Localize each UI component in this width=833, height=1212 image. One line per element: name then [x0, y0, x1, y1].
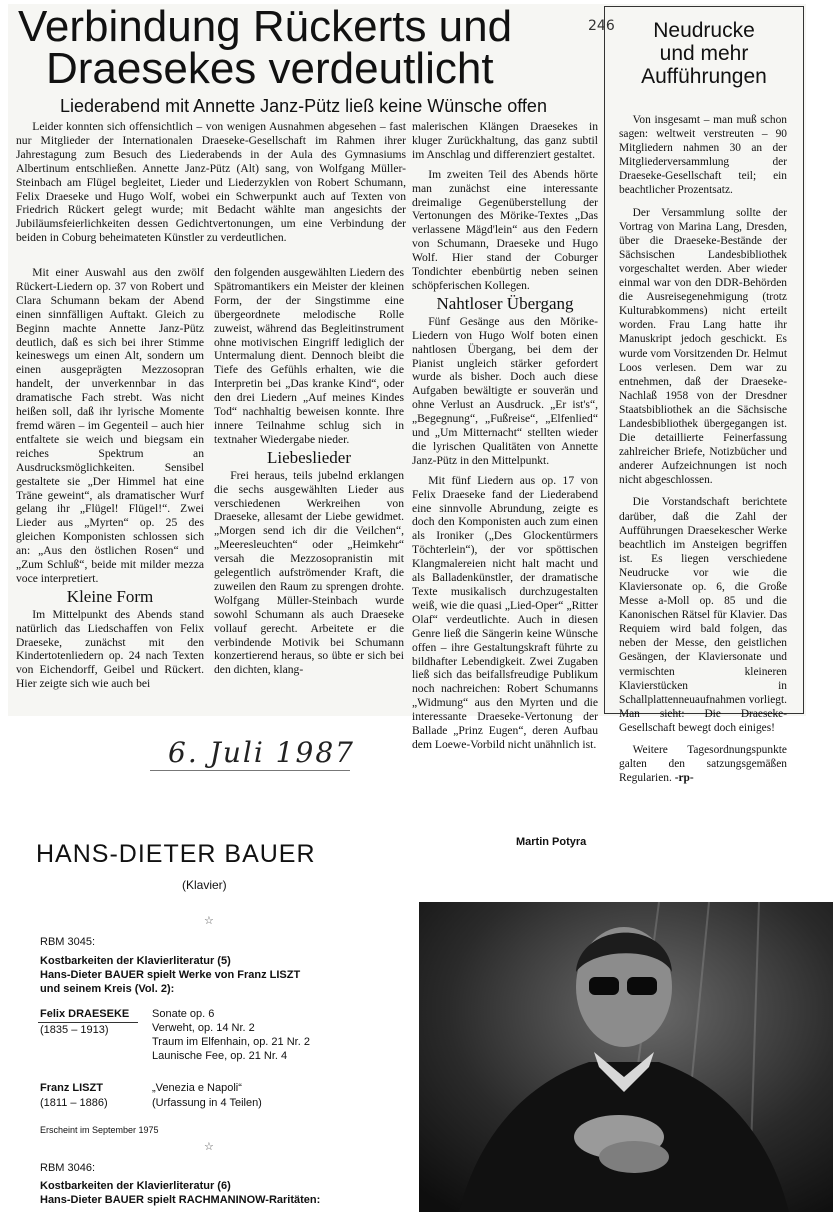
sidebar-title-line: und mehr: [659, 42, 749, 65]
paragraph: Im zweiten Teil des Abends hörte man zunächst eine interessante dreimalige Gegenüberstellung der Vertonungen des Mörike-Textes „Das verlassene Mägd'lein“ aus den Federn von Schumann, Draeseke und Hugo Wolf. Hier stand der Coburger Tondichter ebenbürtig neben seinen schöpferischen Kollegen.: [412, 167, 598, 292]
headline-line-2: Draesekes verdeutlicht: [46, 44, 494, 93]
album-title: Kostbarkeiten der Klavierliteratur (5): [40, 955, 231, 967]
catalog-number: RBM 3045:: [40, 936, 96, 948]
sidebar-closing-text: Weitere Tagesordnungspunkte galten den satzungsgemäßen Regularien.: [619, 744, 787, 785]
sidebar-title: [605, 19, 803, 88]
sidebar-title-line: Aufführungen: [641, 65, 767, 88]
composer-dates: (1835 – 1913): [40, 1024, 109, 1036]
handwritten-page-number: 246: [588, 18, 615, 34]
composer-name: Franz LISZT: [40, 1082, 103, 1094]
sidebar-box: [604, 6, 804, 785]
star-icon: ☆: [204, 1141, 214, 1153]
sidebar-title-line: Neudrucke: [653, 19, 755, 42]
article-column-2: [214, 266, 404, 712]
catalog-number: RBM 3046:: [40, 1162, 96, 1174]
paragraph: Frei heraus, teils jubelnd erklangen die sechs ausgewählten Lieder aus verschiedenen Werkreihen von Draeseke, allesamt der Liebe gewidmet. „Morgen send ich dir die Veilchen“, „Meeresleuchten“ oder „Heimkehr“ versah die Mezzosopranistin mit gelegentlich aufströmender Kraft, die zuweilen den Raum zu sprengen drohte. Wolfgang Müller-Steinbach wurde sowohl Schumann als auch Draeseke vollauf gerecht. Arbeitete er die verbindende Motivik bei Schumann konzertierend heraus, so übte er sich bei den dichten, klang-: [214, 468, 404, 677]
artist-name: HANS-DIETER BAUER: [36, 840, 316, 868]
subheading-kleine-form: Kleine Form: [66, 586, 154, 606]
work-title: Verweht, op. 14 Nr. 2: [152, 1022, 255, 1034]
star-icon: ☆: [204, 915, 214, 927]
work-title: Sonate op. 6: [152, 1008, 215, 1020]
paragraph: malerischen Klängen Draesekes in kluger Zurückhaltung, das ganz subtil im Anschlag und differenziert gestaltet.: [412, 120, 598, 161]
underline-mark: [38, 1022, 138, 1023]
article-column-3: [412, 120, 598, 834]
artist-instrument: (Klavier): [182, 878, 227, 892]
sidebar-paragraph: Der Versammlung sollte der Vortrag von Marina Lang, Dresden, über die Draeseke-Bestände der Sächsischen Landesbibliothek vorgeschaltet werden. Aber wieder einmal war von den DDR-Behörden die Ausreisegenehmigung (trotz Kulturabkommens) nicht erteilt worden. Frau Lang hatte ihr Manuskript jedoch geschickt. Es wurde vom Vorsitzenden Dr. Helmut Loos verlesen. Dem war zu entnehmen, daß der Draeseke-Nachlaß 1958 von der Dresdner Staatsbibliothek an die Sächsische Landesbibliothek übergegangen ist. Die detaillierte Feinerfassung zahlreicher Briefe, Notizbücher und anderer Aufzeichnungen ist noch nicht abgeschlossen.: [619, 206, 787, 487]
subheading-nahtloser-uebergang: Nahtloser Übergang: [436, 293, 574, 313]
composer-dates: (1811 – 1886): [40, 1097, 108, 1109]
composer-name: Felix DRAESEKE: [40, 1008, 130, 1020]
author-byline: Martin Potyra: [516, 836, 587, 848]
work-title: „Venezia e Napoli“: [152, 1082, 242, 1094]
article-intro: [16, 120, 406, 262]
work-title: (Urfassung in 4 Teilen): [152, 1097, 262, 1109]
pianist-portrait-image: [419, 902, 833, 1212]
handwritten-date: 6. Juli 1987: [168, 736, 355, 769]
pianist-photo: [419, 902, 833, 1212]
headline-line-1: Verbindung Rückerts und: [18, 2, 513, 51]
sidebar-body: [619, 113, 787, 793]
sidebar-paragraph: [619, 743, 787, 785]
headline: [18, 2, 603, 93]
sidebar-paragraph: Die Vorstandschaft berichtete darüber, daß die Zahl der Aufführungen Draesekescher Werke beachtlich im Ansteigen begriffen ist. Es liegen verschiedene Neudrucke vor wie die Klaviersonate op. 6, die Große Messe a-Moll op. 85 und die Kanonischen Rätsel für Klavier. Das Requiem wird bald folgen, das neben der Messe, den geistlichen Gesängen, der Klaviersonate und vermischten kleineren Klavierstücken in Schallplattenneuaufnahmen vorliegt. Man sieht: Die Draeseke-Gesellschaft bewegt doch einiges!: [619, 496, 787, 734]
intro-paragraph: Leider konnten sich offensichtlich – von wenigen Ausnahmen abgesehen – fast nur Mitglieder der Internationalen Draeseke-Gesellschaft im Rahmen ihrer Jahrestagung zum Besuch des Liederabends in der Aula des Gymnasiums Albertinum entschließen. Annette Janz-Pütz (Alt) sang, von Wolfgang Müller-Steinbach am Flügel begleitet, Lieder und Liederzyklen von Robert Schumann, Felix Draeseke und Hugo Wolf, wobei ein Schwerpunkt auch auf Texten von Friedrich Rückert gelegt wurde; mit Bedacht wählte man angesichts der Jubiläumsfeierlichkeiten dessen Gedichtvertonungen, um eine Verbindung der beiden in Coburg beheimateten Künstler zu verdeutlichen.: [16, 120, 406, 245]
album-subtitle: und seinem Kreis (Vol. 2):: [40, 983, 175, 995]
album-title: Kostbarkeiten der Klavierliteratur (6): [40, 1180, 231, 1192]
paragraph: Im Mittelpunkt des Abends stand natürlich das Liedschaffen von Felix Draeseke, zunächst mit den Kindertotenliedern op. 24 nach Texten von Eichendorff, Geibel und Rückert. Hier zeigte sich wie auch bei: [16, 607, 204, 691]
paragraph: Mit fünf Liedern aus op. 17 von Felix Draeseke fand der Liederabend eine sinnvolle Abrundung, zeigte es doch den Komponisten auch zum einen als Ironiker („Des Glockentürmers Töchterlein“), der vor spöttischen Klangmalereien nicht halt macht und als Balladenkünstler, der dramatische Texte musikalisch durchzugestalten weiß, wie die quasi „Lied-Oper“ „Ritter Olaf“ verdeutlichte. Auch in diesen Genre ließ die Sängerin keine Wünsche offen – ihre Gestaltungskraft führte zu bildhafter Lebendigkeit. Zwei Zugaben ließ sich das beifallsfreudige Publikum noch nachreichen: Robert Schumanns „Widmung“ aus den Myrten und die interessante Draeseke-Vertonung der Ballade „Prinz Eugen“, deren Aufbau dem Loewe-Vorbild nicht unähnlich ist.: [412, 473, 598, 751]
sidebar-paragraph: Von insgesamt – man muß schon sagen: weltweit verstreuten – 90 Mitgliedern nahmen 30 an der Mitgliederversammlung der Draeseke-Gesellschaft teil; ein beachtlicher Prozentsatz.: [619, 114, 787, 197]
sidebar-signature: -rp-: [674, 772, 694, 785]
subheadline: Liederabend mit Annette Janz-Pütz ließ keine Wünsche offen: [60, 96, 547, 116]
paragraph: Fünf Gesänge aus den Mörike-Liedern von Hugo Wolf boten einen nahtlosen Übergang, bei dem der Pianist ungleich stärker gefordert wurde als bisher. Doch auch diese Aufgaben bewältigte er souverän und ohne Verlust an Ausdruck. „Er ist's“, „Begegnung“, „Fußreise“, „Elfenlied“ und „Um Mitternacht“ stellten wieder die lyrischen Qualitäten von Annette Janz-Pütz in den Mittelpunkt.: [412, 314, 598, 467]
paragraph: den folgenden ausgewählten Liedern des Spätromantikers ein Meister der kleinen Form, der der Singstimme eine übergeordnete melodische Rolle zuweist, während das Begleitinstrument ohne motivischen Eingriff lediglich der Untermalung dient. Dennoch bleibt die Tiefe des Gefühls erhalten, wie die Interpretin bei „Das kranke Kind“, oder den drei Liedern „Auf meines Kindes Tod“ nachhaltig beweisen konnte. Ihre innere Teilnahme schlug sich in textnaher Wiedergabe nieder.: [214, 266, 404, 446]
date-underline: [150, 770, 350, 771]
album-subtitle: Hans-Dieter BAUER spielt RACHMANINOW-Raritäten:: [40, 1194, 321, 1206]
work-title: Launische Fee, op. 21 Nr. 4: [152, 1050, 288, 1062]
album-subtitle: Hans-Dieter BAUER spielt Werke von Franz LISZT: [40, 969, 301, 981]
work-title: Traum im Elfenhain, op. 21 Nr. 2: [152, 1036, 310, 1048]
subheading-liebeslieder: Liebeslieder: [266, 447, 351, 467]
article-column-1: [16, 266, 204, 712]
paragraph: Mit einer Auswahl aus den zwölf Rückert-Liedern op. 37 von Robert und Clara Schumann bekam der Abend einen sinnfälligen Auftakt. Gleich zu Beginn machte Annette Janz-Pütz deutlich, daß es sich bei ihrer Stimme keineswegs um einen Alt, sondern um einen ausgeprägten Mezzosopran handelt, der unverkennbar in das dramatische Fach strebt. Was nicht heißen soll, daß ihr lyrische Momente fremd wären – im Gegenteil – auch hier entfaltete sie weich und biegsam ein reiches Spektrum an Ausdrucksmöglichkeiten. Sensibel gestaltete sie „Der Himmel hat eine Träne geweint“, als dramatischer Wurf gelang ihr „Flügel! Flügel!“. Zwei Lieder aus „Myrten“ op. 25 des gleichen Komponisten schlossen sich an: „Aus den östlichen Rosen“ und „Zum Schluß“, beide mit milder mezza voce interpretiert.: [16, 266, 204, 585]
release-note: Erscheint im September 1975: [40, 1125, 159, 1135]
